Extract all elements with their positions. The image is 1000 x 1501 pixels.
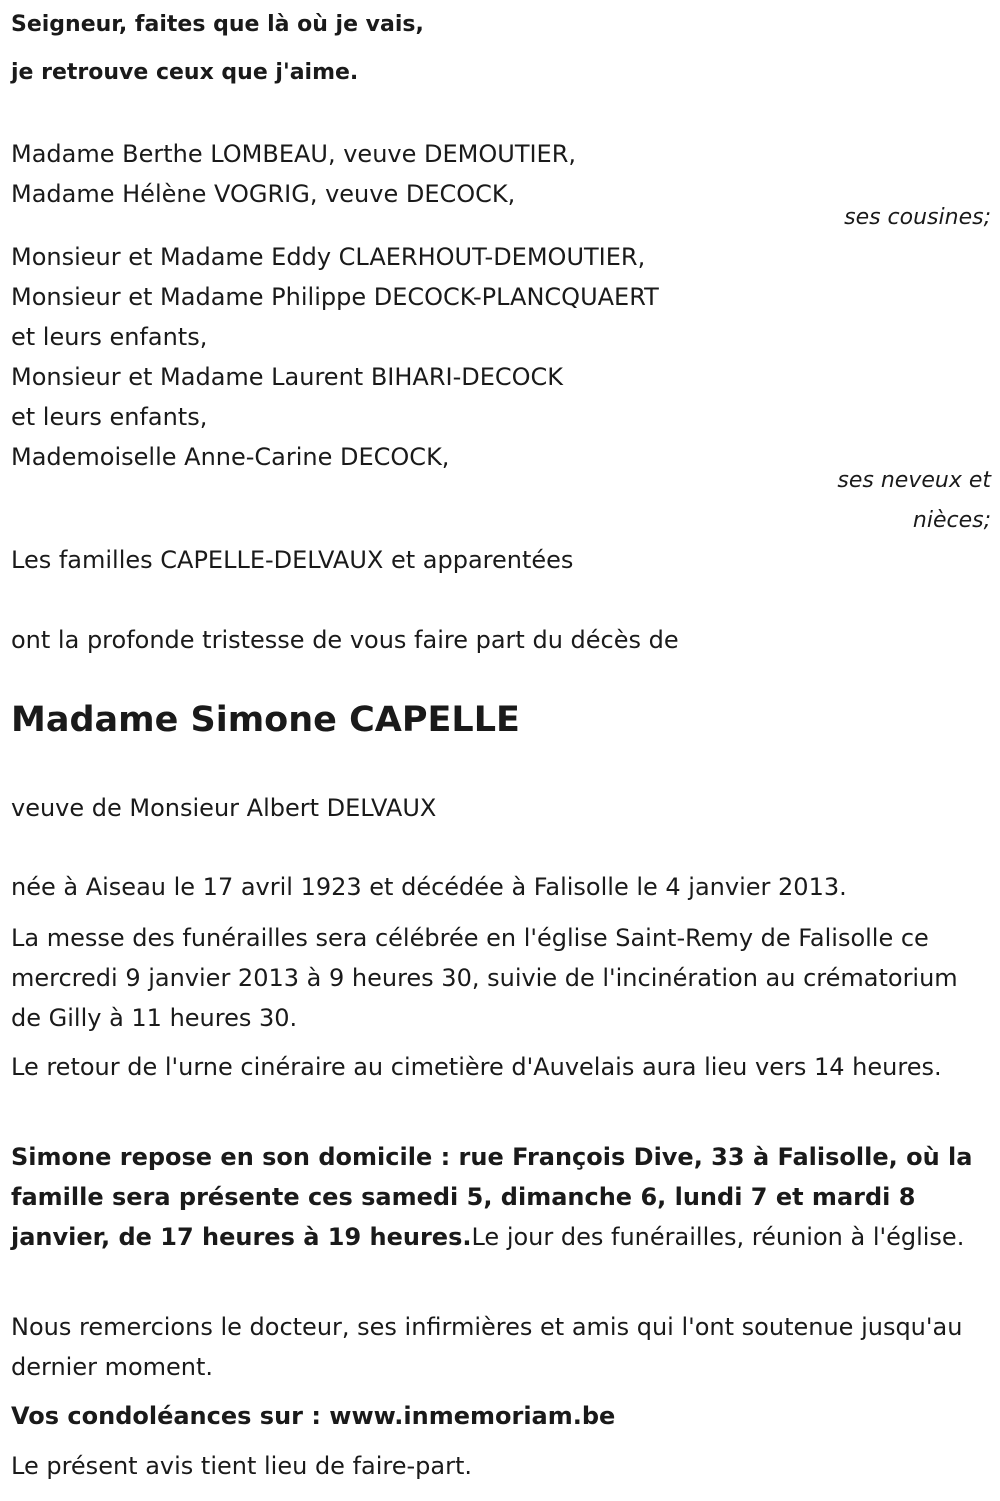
visitation-bold-text: Simone repose en son domicile : rue François Dive, 33 à Falisolle, où la famille sera présente ces samedi 5, dimanche 6, lundi 7 et mardi 8 janvier, de 17 heures à 19 heures. — [11, 1143, 973, 1251]
nephews-relation-2: nièces; — [912, 508, 991, 533]
cousin-name: Madame Hélène VOGRIG, veuve DECOCK, — [11, 180, 516, 208]
verse-line-2: je retrouve ceux que j'aime. — [11, 60, 359, 85]
nephew-name: Mademoiselle Anne-Carine DECOCK, — [11, 443, 450, 471]
nephew-name: Monsieur et Madame Philippe DECOCK-PLANCQUAERT — [11, 283, 659, 311]
verse-line-1: Seigneur, faites que là où je vais, — [11, 12, 424, 37]
nephew-name: et leurs enfants, — [11, 323, 208, 351]
funeral-mass-paragraph: La messe des funérailles sera célébrée en l'église Saint-Remy de Falisolle ce mercredi 9 janvier 2013 à 9 heures 30, suivie de l'incinération au crématorium de Gilly à 11 heures 30. — [11, 924, 958, 1032]
urn-paragraph: Le retour de l'urne cinéraire au cimetière d'Auvelais aura lieu vers 14 heures. — [11, 1053, 942, 1081]
families-line: Les familles CAPELLE-DELVAUX et apparentées — [11, 546, 574, 574]
nephew-name: Monsieur et Madame Laurent BIHARI-DECOCK — [11, 363, 564, 391]
deceased-name: Madame Simone CAPELLE — [11, 700, 520, 740]
widow-of-line: veuve de Monsieur Albert DELVAUX — [11, 794, 437, 822]
visitation-rest-text: Le jour des funérailles, réunion à l'église. — [471, 1223, 965, 1251]
cousins-relation: ses cousines; — [844, 205, 991, 230]
birth-death-line: née à Aiseau le 17 avril 1923 et décédée à Falisolle le 4 janvier 2013. — [11, 873, 847, 901]
nephews-relation-1: ses neveux et — [837, 468, 991, 493]
condolences-line: Vos condoléances sur : www.inmemoriam.be — [11, 1402, 616, 1430]
cousin-name: Madame Berthe LOMBEAU, veuve DEMOUTIER, — [11, 140, 577, 168]
closing-line: Le présent avis tient lieu de faire-part. — [11, 1452, 473, 1480]
nephew-name: Monsieur et Madame Eddy CLAERHOUT-DEMOUTIER, — [11, 243, 646, 271]
thanks-paragraph: Nous remercions le docteur, ses infirmières et amis qui l'ont soutenue jusqu'au dernier moment. — [11, 1313, 963, 1381]
visitation-paragraph — [11, 1137, 986, 1257]
nephew-name: et leurs enfants, — [11, 403, 208, 431]
announcement-line: ont la profonde tristesse de vous faire part du décès de — [11, 626, 679, 654]
